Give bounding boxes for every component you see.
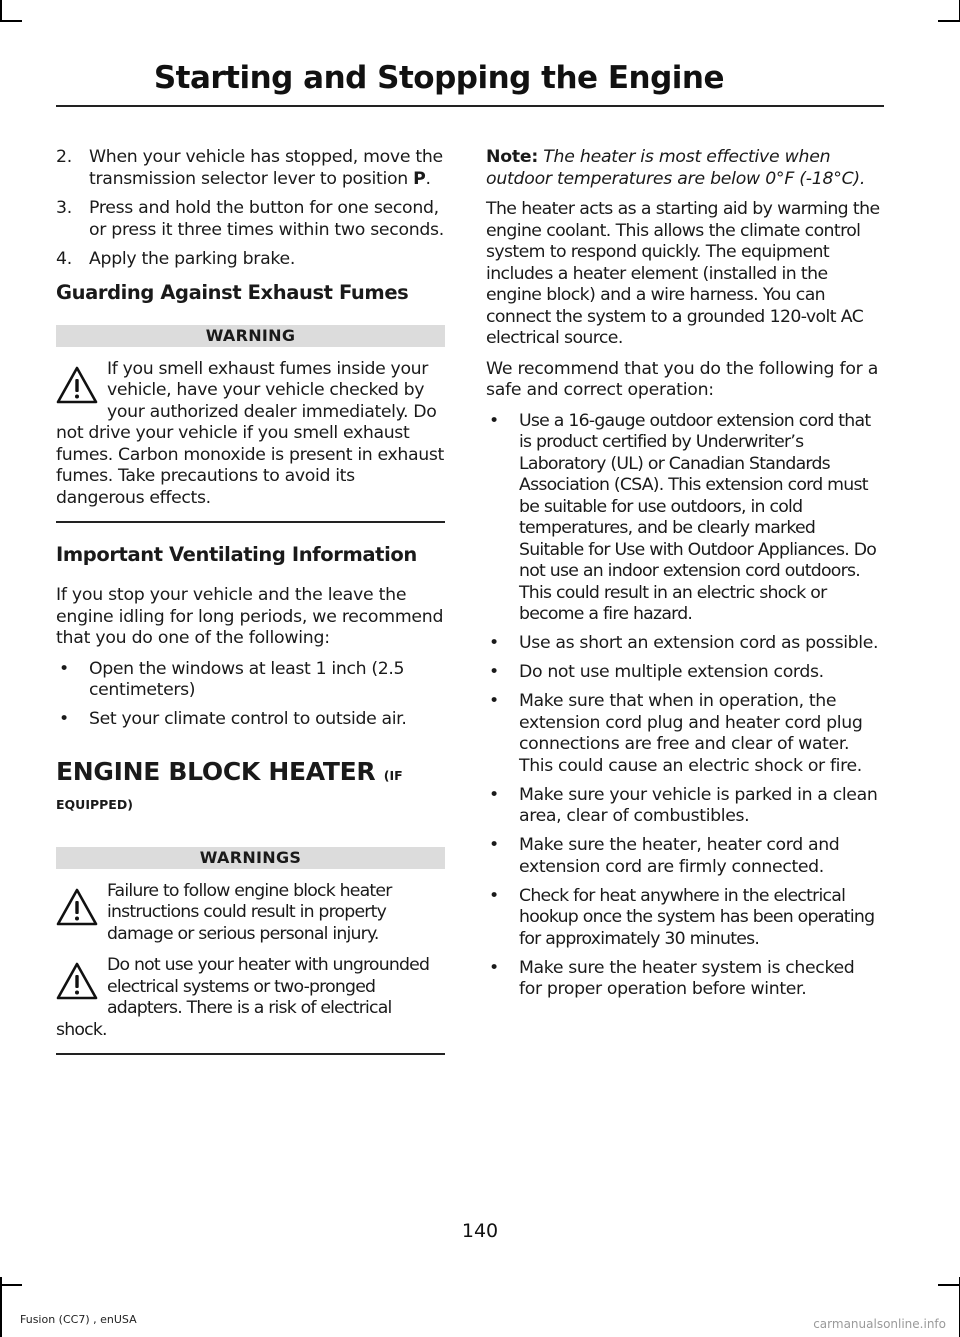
right-column [486,147,881,1008]
warning-triangle-icon [56,365,98,405]
list-item: • Make sure your vehicle is parked in a clean area, clear of combustibles. [489,784,878,826]
list-item: • Do not use multiple extension cords. [489,662,824,682]
list-item: • Make sure the heater, heater cord and extension cord are firmly connected. [489,835,840,877]
steps-list [56,147,445,271]
footer-model: Fusion (CC7) , enUSA [20,1313,137,1326]
watermark: carmanualsonline.info [813,1317,946,1331]
warning-triangle-icon [56,961,98,1001]
list-item: • Set your climate control to outside air. [59,709,407,729]
list-item: 3. Press and hold the button for one second, or press it three times within two seconds. [56,198,444,240]
ventilating-bullets [56,659,445,731]
crop-mark [0,20,22,22]
page-number: 140 [461,1220,499,1242]
header-rule [56,105,884,107]
page-title: Starting and Stopping the Engine [153,60,724,96]
section-divider [56,1053,445,1055]
crop-mark [0,1277,2,1337]
list-item: • Make sure the heater system is checked for proper operation before winter. [489,957,855,999]
crop-mark [938,1284,960,1286]
warning-text: Do not use your heater with ungrounded electrical systems or two-pronged adapters. There is a risk of electrical shock. [56,955,430,1040]
warning-triangle-icon [56,887,98,927]
warning-block [56,359,445,520]
list-item: • Open the windows at least 1 inch (2.5 centimeters) [59,658,405,700]
list-item: 2. When your vehicle has stopped, move the transmission selector lever to position P. [56,147,443,189]
warnings-label: WARNINGS [56,847,445,869]
list-item: • Make sure that when in operation, the extension cord plug and heater cord plug connections are free and clear of water. This could cause an electric shock or fire. [489,691,863,776]
warning-label: WARNING [56,325,445,347]
heater-bullets [486,411,881,1001]
list-item: • Use as short an extension cord as possible. [489,633,879,653]
heading-suffix: EQUIPPED) [56,796,133,812]
section-divider [56,521,445,523]
paragraph: If you stop your vehicle and the leave the engine idling for long periods, we recommend that you do one of the following: [56,585,444,648]
section-heading-ventilating: Important Ventilating Information [56,543,417,566]
note: Note: The heater is most effective when outdoor temperatures are below 0°F (-18°C). [486,147,866,189]
warning-block [56,955,445,1051]
section-heading-block-heater: ENGINE BLOCK HEATER (IF [56,756,403,786]
warning-text: If you smell exhaust fumes inside your vehicle, have your vehicle checked by your authorized dealer immediately. Do not drive your vehicle if you smell exhaust fumes. Carbon monoxide is present in exhaust fumes. Take precautions to avoid its dangerous effects. [56,358,444,508]
list-item: • Use a 16-gauge outdoor extension cord that is product certified by Underwriter’s Laboratory (UL) or Canadian Standards Association (CSA). This extension cord must be suitable for use outdoors, in cold temperatures, and be clearly marked Suitable for Use with Outdoor Appliances. Do not use an indoor extension cord outdoors. This could result in an electric shock or become a fire hazard. [489,410,877,624]
crop-mark [0,0,2,22]
crop-mark [938,20,960,22]
paragraph: We recommend that you do the following for a safe and correct operation: [486,358,879,400]
list-item: 4. Apply the parking brake. [56,249,296,269]
left-column [56,147,445,1055]
section-heading-exhaust: Guarding Against Exhaust Fumes [56,280,409,304]
warning-block [56,881,445,956]
crop-mark [0,1284,22,1286]
paragraph: The heater acts as a starting aid by warming the engine coolant. This allows the climate control system to respond quickly. The equipment includes a heater element (installed in the engine block) and a wire harness. You can connect the system to a grounded 120-volt AC electrical source. [486,199,880,348]
warning-text: Failure to follow engine block heater instructions could result in property damage or serious personal injury. [107,880,392,944]
list-item: • Check for heat anywhere in the electrical hookup once the system has been operating for approximately 30 minutes. [489,885,875,949]
